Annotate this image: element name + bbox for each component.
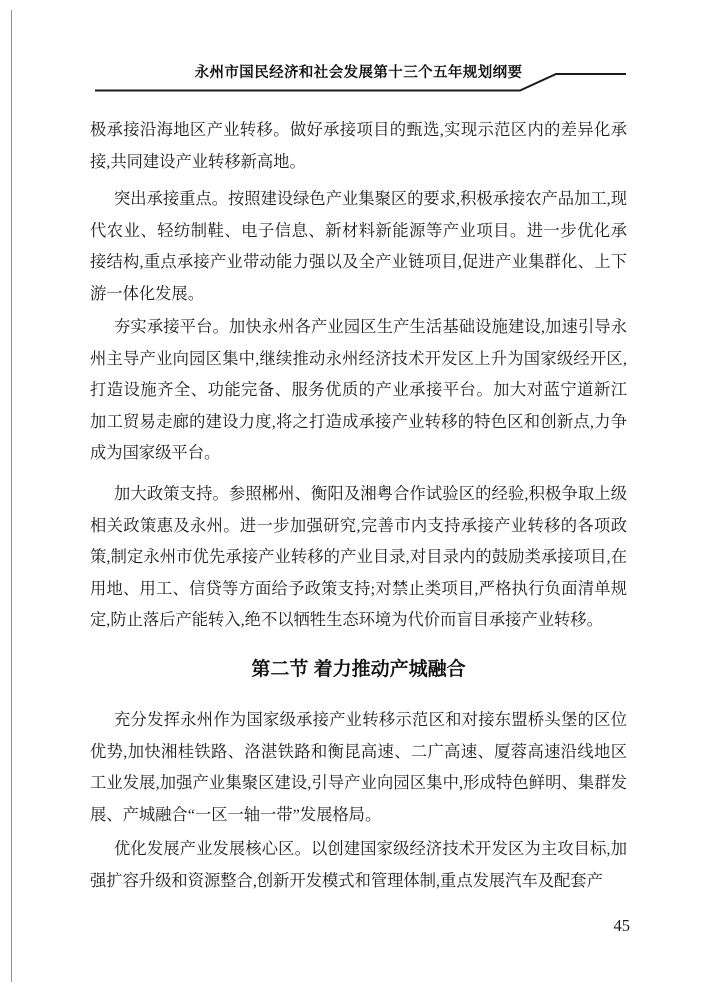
left-scan-edge-line bbox=[11, 10, 12, 982]
paragraph-consolidate-platforms: 夯实承接平台。加快永州各产业园区生产生活基础设施建设,加速引导永州主导产业向园区集中,继续推动永州经济技术开发区上升为国家级经开区,打造设施齐全、功能完备、服务优质的产业承接平台。加大对蓝宁道新江加工贸易走廊的建设力度,将之打造成承接产业转移的特色区和创新点,力争成为国家级平台。 bbox=[90, 317, 627, 463]
header-decorative-rule bbox=[0, 0, 721, 110]
paragraph-policy-support: 加大政策支持。参照郴州、衡阳及湘粤合作试验区的经验,积极争取上级相关政策惠及永州。进一步加强研究,完善市内支持承接产业转移的各项政策,制定永州市优先承接产业转移的产业目录,对目录内的鼓励类承接项目,在用地、用工、信贷等方面给予政策支持;对禁止类项目,严格执行负面清单规定,防止落后产能转入,绝不以牺牲生态环境为代价而盲目承接产业转移。 bbox=[90, 484, 627, 630]
paragraph-core-development-zone: 优化发展产业发展核心区。以创建国家级经济技术开发区为主攻目标,加强扩容升级和资源整合,创新开发模式和管理体制,重点发展汽车及配套产 bbox=[90, 839, 627, 890]
page-number: 45 bbox=[613, 916, 630, 935]
paragraph-continuation: 极承接沿海地区产业转移。做好承接项目的甄选,实现示范区内的差异化承接,共同建设产业转移新高地。 bbox=[90, 120, 627, 171]
section-heading: 第二节 着力推动产城融合 bbox=[251, 659, 466, 680]
running-header-title: 永州市国民经济和社会发展第十三个五年规划纲要 bbox=[194, 65, 523, 81]
paragraph-industry-city-integration: 充分发挥永州作为国家级承接产业转移示范区和对接东盟桥头堡的区位优势,加快湘桂铁路、洛湛铁路和衡昆高速、二广高速、厦蓉高速沿线地区工业发展,加强产业集聚区建设,引导产业向园区集中,形成特色鲜明、集群发展、产城融合“一区一轴一带”发展格局。 bbox=[90, 710, 627, 824]
paragraph-highlight-key-industries: 突出承接重点。按照建设绿色产业集聚区的要求,积极承接农产品加工,现代农业、轻纺制鞋、电子信息、新材料新能源等产业项目。进一步优化承接结构,重点承接产业带动能力强以及全产业链项目,促进产业集群化、上下游一体化发展。 bbox=[90, 189, 627, 303]
